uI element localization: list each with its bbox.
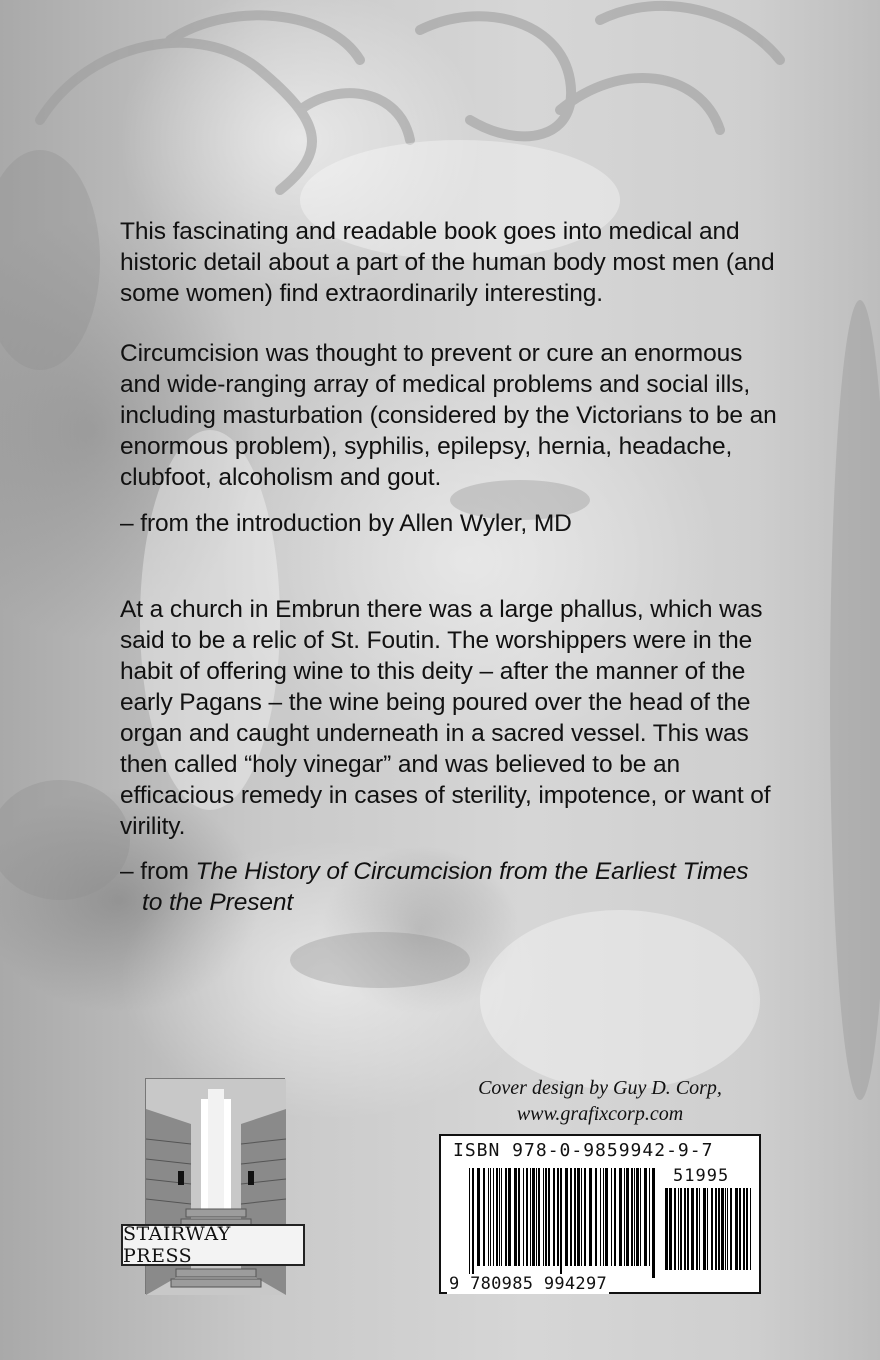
barcode-bar	[538, 1168, 540, 1266]
barcode-bar	[707, 1188, 708, 1270]
barcode-bar	[665, 1188, 668, 1270]
intro-paragraph-2	[120, 338, 780, 493]
barcode-bar	[548, 1168, 550, 1266]
intro-attribution-text: – from the introduction by Allen Wyler, MD	[120, 510, 572, 537]
barcode-bar	[626, 1168, 629, 1266]
barcode-bar	[644, 1168, 647, 1266]
barcode-bar	[669, 1188, 672, 1270]
barcode-bar	[743, 1188, 745, 1270]
barcode-bar	[725, 1188, 726, 1270]
barcode-bar	[490, 1168, 491, 1266]
barcode-bar	[611, 1168, 612, 1266]
barcode-bar	[711, 1188, 713, 1270]
barcode-bar	[727, 1188, 728, 1270]
barcode-bar	[603, 1168, 604, 1266]
barcode-bar	[477, 1168, 480, 1266]
cover-design-credit: Cover design by Guy D. Corp,	[478, 1077, 722, 1099]
barcode-bar	[715, 1188, 717, 1270]
price-barcode-bars	[665, 1188, 755, 1282]
excerpt-attribution-title-1: The History of Circumcision from the Earliest Times	[195, 858, 749, 885]
barcode-bar	[488, 1168, 489, 1266]
barcode-bar	[674, 1188, 676, 1270]
barcode-bar	[652, 1168, 655, 1278]
barcode-bar	[493, 1168, 494, 1266]
barcode-bar	[589, 1168, 592, 1266]
barcode-bar	[574, 1168, 576, 1266]
barcode-bar	[536, 1168, 537, 1266]
barcode-bar	[730, 1188, 732, 1270]
barcode-bar	[526, 1168, 528, 1266]
barcode-bar	[570, 1168, 572, 1266]
intro-paragraph-2-text: Circumcision was thought to prevent or cure an enormous and wide-ranging array of medical problems and social ills, including masturbation (considered by the Victorians to be an enormous problem), syphilis, epilepsy, hernia, headache, clubfoot, alcoholism and gout.	[120, 340, 777, 491]
barcode-bar	[750, 1188, 751, 1270]
barcode-bar	[605, 1168, 608, 1266]
barcode-bar	[600, 1168, 601, 1266]
excerpt-attribution-title-2: to the Present	[142, 889, 294, 916]
barcode-bar	[543, 1168, 544, 1266]
barcode-bar	[636, 1168, 639, 1266]
barcode-bar	[649, 1168, 650, 1266]
publisher-logo	[123, 1078, 285, 1294]
barcode-bar	[501, 1168, 502, 1266]
barcode-bar	[718, 1188, 720, 1270]
barcode-bar	[499, 1168, 500, 1266]
intro-paragraph-1-text: This fascinating and readable book goes into medical and historic detail about a part of the human body most men (and some women) find extraordinarily interesting.	[120, 218, 775, 307]
publisher-logo-label: STAIRWAY PRESS	[121, 1224, 305, 1266]
excerpt-attribution-prefix: – from	[120, 858, 196, 885]
barcode-bar	[496, 1168, 498, 1266]
price-code: 51995	[673, 1166, 730, 1186]
barcode-bar	[584, 1168, 586, 1266]
barcode-bar	[631, 1168, 633, 1266]
barcode-bar	[721, 1188, 724, 1270]
ean-barcode-bars	[469, 1168, 655, 1278]
barcode-bar	[703, 1188, 706, 1270]
intro-attribution	[120, 508, 780, 539]
barcode-bar	[634, 1168, 635, 1266]
barcode-bar	[581, 1168, 582, 1266]
barcode-bar	[577, 1168, 580, 1266]
barcode-bar	[508, 1168, 511, 1266]
barcode-bar	[746, 1188, 748, 1270]
barcode-bar	[640, 1168, 641, 1266]
isbn-barcode	[439, 1134, 761, 1294]
barcode-bar	[684, 1188, 686, 1270]
excerpt-attribution-line-1	[120, 856, 780, 887]
barcode-bar	[518, 1168, 520, 1266]
barcode-bar	[483, 1168, 485, 1266]
barcode-bar	[530, 1168, 531, 1266]
barcode-bar	[619, 1168, 622, 1266]
barcode-bar	[687, 1188, 689, 1270]
barcode-bar	[505, 1168, 507, 1266]
barcode-bar	[624, 1168, 625, 1266]
excerpt-attribution	[120, 856, 780, 918]
barcode-bar	[565, 1168, 568, 1266]
barcode-bar	[553, 1168, 555, 1266]
barcode-bar	[469, 1168, 470, 1278]
barcode-bar	[532, 1168, 535, 1266]
barcode-bar	[678, 1188, 679, 1270]
barcode-bar	[595, 1168, 597, 1266]
barcode-bar	[735, 1188, 738, 1270]
barcode-bar	[691, 1188, 694, 1270]
barcode-bar	[545, 1168, 547, 1266]
excerpt-paragraph-text: At a church in Embrun there was a large phallus, which was said to be a relic of St. Foutin. The worshippers were in the habit of offering wine to this deity – after the manner of the early Pagans – the wine being poured over the head of the organ and caught underneath in a sacred vessel. This was then called “holy vinegar” and was believed to be an efficacious remedy in cases of sterility, impotence, or want of virility.	[120, 596, 771, 840]
barcode-bar	[680, 1188, 682, 1270]
barcode-bar	[739, 1188, 741, 1270]
ean-digits: 9 780985 994297	[449, 1274, 608, 1294]
barcode-bar	[557, 1168, 559, 1266]
excerpt-paragraph	[120, 594, 780, 842]
barcode-bar	[614, 1168, 616, 1266]
barcode-bar	[523, 1168, 524, 1266]
barcode-bar	[560, 1168, 562, 1278]
barcode-bar	[699, 1188, 700, 1270]
barcode-bar	[514, 1168, 517, 1266]
isbn-label: ISBN 978-0-9859942-9-7	[453, 1140, 714, 1161]
barcode-bar	[472, 1168, 474, 1278]
designer-website: www.grafixcorp.com	[516, 1103, 684, 1125]
barcode-bar	[696, 1188, 698, 1270]
intro-paragraph-1	[120, 216, 780, 309]
